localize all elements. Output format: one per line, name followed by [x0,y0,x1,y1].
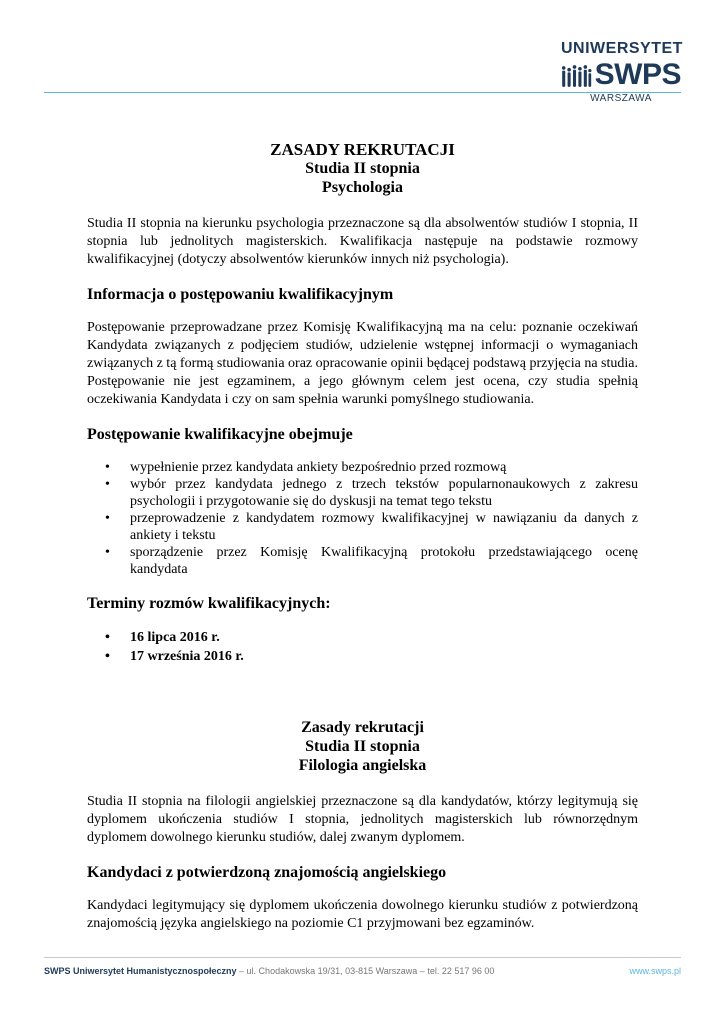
dates-list [87,628,638,666]
candidates-heading: Kandydaci z potwierdzoną znajomością angielskiego [87,864,447,881]
bullet-icon: • [105,511,110,526]
footer-organization: SWPS Uniwersytet Humanistycznospołeczny [44,966,237,976]
logo-name-top: UNIWERSYTET [561,40,683,57]
procedure-list [87,459,638,578]
bullet-icon: • [105,649,110,664]
logo-city: WARSZAWA [590,93,652,104]
footer-divider [44,957,681,958]
info-heading: Informacja o postępowaniu kwalifikacyjnym [87,286,394,303]
section2-subtitle: Studia II stopnia [305,738,420,755]
section1-intro: Studia II stopnia na kierunku psychologia przeznaczone są dla absolwentów studiów I stopnia, II stopnia lub jednolitych magisterskich. Kwalifikacja następuje na podstawie rozmowy kwalifikacyjnej (dotyczy absolwentów kierunków innych niż psychologia). [87,216,638,267]
logo-name-main: SWPS [594,58,681,91]
footer-address: – ul. Chodakowska 19/31, 03-815 Warszawa – tel. 22 517 96 00 [236,966,495,976]
list-item: • wybór przez kandydata jednego z trzech tekstów popularnonaukowych z zakresu psychologii i przygotowanie się do dyskusji na temat tego tekstu [105,477,638,509]
section2-field: Filologia angielska [298,757,427,774]
procedure-heading: Postępowanie kwalifikacyjne obejmuje [87,426,353,443]
info-text: Postępowanie przeprowadzane przez Komisję Kwalifikacyjną ma na celu: poznanie oczekiwań Kandydata związanych z podjęciem studiów, udzielenie wstępnej informacji o wymaganiach związanych z tą formą studiowania oraz opracowanie opinii będącej podstawą przyjęcia na studia. Postępowanie nie jest egzaminem, a jego głównym celem jest ocena, czy studia spełnią oczekiwania Kandydata i czy on sam spełnia warunki pomyślnego studiowania. [87,320,638,407]
dates-heading: Terminy rozmów kwalifikacyjnych: [87,595,331,612]
candidates-text: Kandydaci legitymujący się dyplomem ukończenia dowolnego kierunku studiów z potwierdzoną znajomością języka angielskiego na poziomie C1 przyjmowani bez egzaminów. [87,898,638,931]
list-item: • 16 lipca 2016 r. [105,630,220,645]
list-item: • 17 września 2016 r. [105,649,244,664]
footer-website-link[interactable]: www.swps.pl [629,966,681,976]
list-item: • wypełnienie przez kandydata ankiety bezpośrednio przed rozmową [105,460,507,475]
bullet-icon: • [105,545,110,560]
header-divider [44,92,681,93]
bullet-icon: • [105,477,110,492]
document-body [87,140,638,933]
university-logo [561,40,681,104]
section1-subtitle: Studia II stopnia [305,160,420,177]
list-item: • sporządzenie przez Komisję Kwalifikacyjną protokołu przedstawiającego ocenę kandydata [105,545,638,577]
section2-title: Zasady rekrutacji [301,719,424,736]
list-item: • przeprowadzenie z kandydatem rozmowy kwalifikacyjnej w nawiązaniu da danych z ankiety i tekstu [105,511,638,543]
section1-field: Psychologia [322,179,403,196]
page-footer [44,966,681,976]
bullet-icon: • [105,630,110,645]
people-silhouettes-icon [561,63,592,89]
section1-title: ZASADY REKRUTACJI [270,140,455,159]
bullet-icon: • [105,460,110,475]
section2-intro: Studia II stopnia na filologii angielskiej przeznaczone są dla kandydatów, którzy legitymują się dyplomem ukończenia studiów I stopnia, jednolitych magisterskich lub równorzędnym dyplomem dowolnego kierunku studiów, dalej zwanym dyplomem. [87,794,638,845]
